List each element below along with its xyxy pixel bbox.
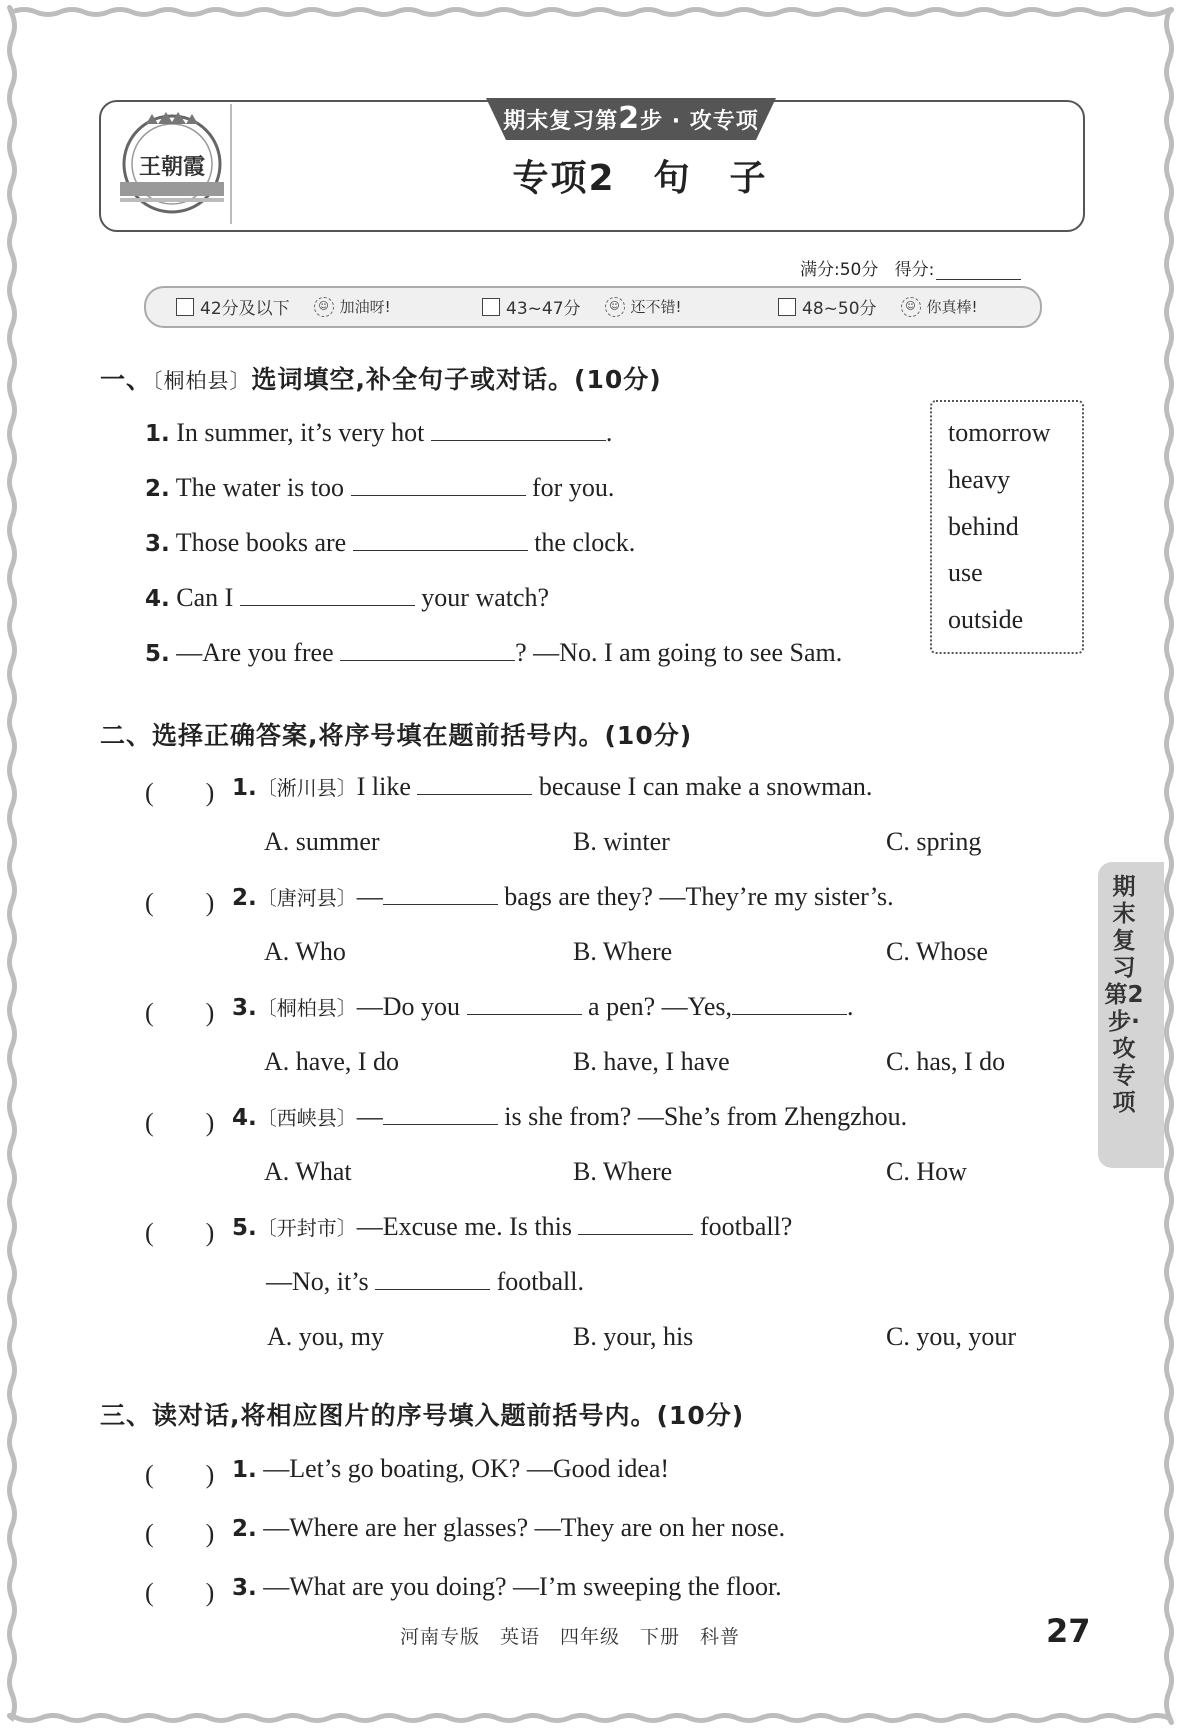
option-c[interactable]: C. Whose [886, 937, 989, 966]
page-title: 专项2 句 子 [512, 158, 768, 199]
grade-item-3: 48~50分 ☺ 你真棒! [778, 294, 978, 319]
answer-paren[interactable]: ( ) [145, 1578, 215, 1607]
smiley-icon: ☺ [901, 297, 921, 317]
answer-paren[interactable]: ( ) [145, 998, 215, 1027]
option-b[interactable]: B. your, his [573, 1322, 694, 1351]
answer-paren[interactable]: ( ) [145, 1519, 215, 1548]
s2-item-4: 4.〔西峡县〕— is she from? —She’s from Zhengzhou. [232, 1102, 908, 1131]
answer-blank[interactable] [353, 528, 528, 551]
word-bank-item: behind [948, 512, 1019, 541]
section1-title: 一、〔桐柏县〕选词填空,补全句子或对话。(10分) [100, 365, 662, 394]
full-score: 满分:50分 [800, 260, 879, 280]
side-tab-label: 期末复习第2步·攻专项 [1104, 874, 1144, 1116]
logo-text: 王朝霞 [138, 154, 206, 180]
s2-item-5-line2: —No, it’s football. [266, 1267, 584, 1296]
option-c[interactable]: C. you, your [886, 1322, 1016, 1351]
option-a[interactable]: A. you, my [267, 1322, 384, 1351]
grade-checkbox-1[interactable] [176, 298, 194, 316]
header-divider [230, 104, 232, 224]
answer-blank[interactable] [375, 1267, 490, 1290]
s1-item-1: 1. In summer, it’s very hot . [145, 418, 613, 447]
grade-checkbox-3[interactable] [778, 298, 796, 316]
option-c[interactable]: C. has, I do [886, 1047, 1006, 1076]
smiley-icon: ☺ [605, 297, 625, 317]
answer-blank[interactable] [732, 992, 847, 1015]
option-a[interactable]: A. summer [264, 827, 380, 856]
s3-item-1: 1. —Let’s go boating, OK? —Good idea! [232, 1454, 670, 1483]
answer-paren[interactable]: ( ) [145, 778, 215, 807]
got-score-label: 得分: [894, 260, 935, 280]
s2-item-5: 5.〔开封市〕—Excuse me. Is this football? [232, 1212, 793, 1241]
answer-blank[interactable] [431, 418, 606, 441]
s1-item-3: 3. Those books are the clock. [145, 528, 636, 557]
smiley-icon: ☺ [314, 297, 334, 317]
answer-blank[interactable] [240, 583, 415, 606]
section3-title: 三、读对话,将相应图片的序号填入题前括号内。(10分) [100, 1401, 745, 1430]
option-c[interactable]: C. spring [886, 827, 982, 856]
option-a[interactable]: A. What [264, 1157, 352, 1186]
answer-blank[interactable] [351, 473, 526, 496]
s1-item-5: 5. —Are you free ? —No. I am going to see Sam. [145, 638, 843, 667]
s3-item-3: 3. —What are you doing? —I’m sweeping the floor. [232, 1572, 782, 1601]
footer-info: 河南专版 英语 四年级 下册 科普 [400, 1626, 741, 1648]
s2-item-3: 3.〔桐柏县〕—Do you a pen? —Yes, . [232, 992, 854, 1021]
answer-blank[interactable] [578, 1212, 693, 1235]
answer-paren[interactable]: ( ) [145, 1460, 215, 1489]
word-bank-item: outside [948, 605, 1024, 634]
answer-blank[interactable] [467, 992, 582, 1015]
s2-item-2: 2.〔唐河县〕— bags are they? —They’re my sister’s. [232, 882, 894, 911]
answer-blank[interactable] [417, 772, 532, 795]
answer-blank[interactable] [340, 638, 515, 661]
answer-blank[interactable] [383, 1102, 498, 1125]
answer-paren[interactable]: ( ) [145, 1108, 215, 1137]
option-b[interactable]: B. Where [573, 1157, 673, 1186]
answer-blank[interactable] [383, 882, 498, 905]
option-a[interactable]: A. have, I do [264, 1047, 400, 1076]
grade-checkbox-2[interactable] [482, 298, 500, 316]
option-b[interactable]: B. have, I have [573, 1047, 730, 1076]
answer-paren[interactable]: ( ) [145, 1218, 215, 1247]
s1-item-2: 2. The water is too for you. [145, 473, 615, 502]
section2-title: 二、选择正确答案,将序号填在题前括号内。(10分) [100, 721, 693, 750]
grade-item-2: 43~47分 ☺ 还不错! [482, 294, 682, 319]
word-bank-item: use [948, 558, 983, 587]
s3-item-2: 2. —Where are her glasses? —They are on her nose. [232, 1513, 786, 1542]
logo [112, 104, 232, 224]
option-a[interactable]: A. Who [264, 937, 346, 966]
word-bank-item: tomorrow [948, 418, 1051, 447]
answer-paren[interactable]: ( ) [145, 888, 215, 917]
score-blank[interactable] [936, 263, 1021, 280]
word-bank-item: heavy [948, 465, 1011, 494]
step-tab-label: 期末复习第2步 · 攻专项 [503, 101, 759, 136]
option-c[interactable]: C. How [886, 1157, 967, 1186]
page-number: 27 [1046, 1612, 1091, 1650]
option-b[interactable]: B. Where [573, 937, 673, 966]
option-b[interactable]: B. winter [573, 827, 670, 856]
s2-item-1: 1.〔淅川县〕I like because I can make a snowman. [232, 772, 873, 801]
score-line [800, 255, 1021, 280]
grade-item-1: 42分及以下 ☺ 加油呀! [176, 294, 391, 319]
s1-item-4: 4. Can I your watch? [145, 583, 550, 612]
